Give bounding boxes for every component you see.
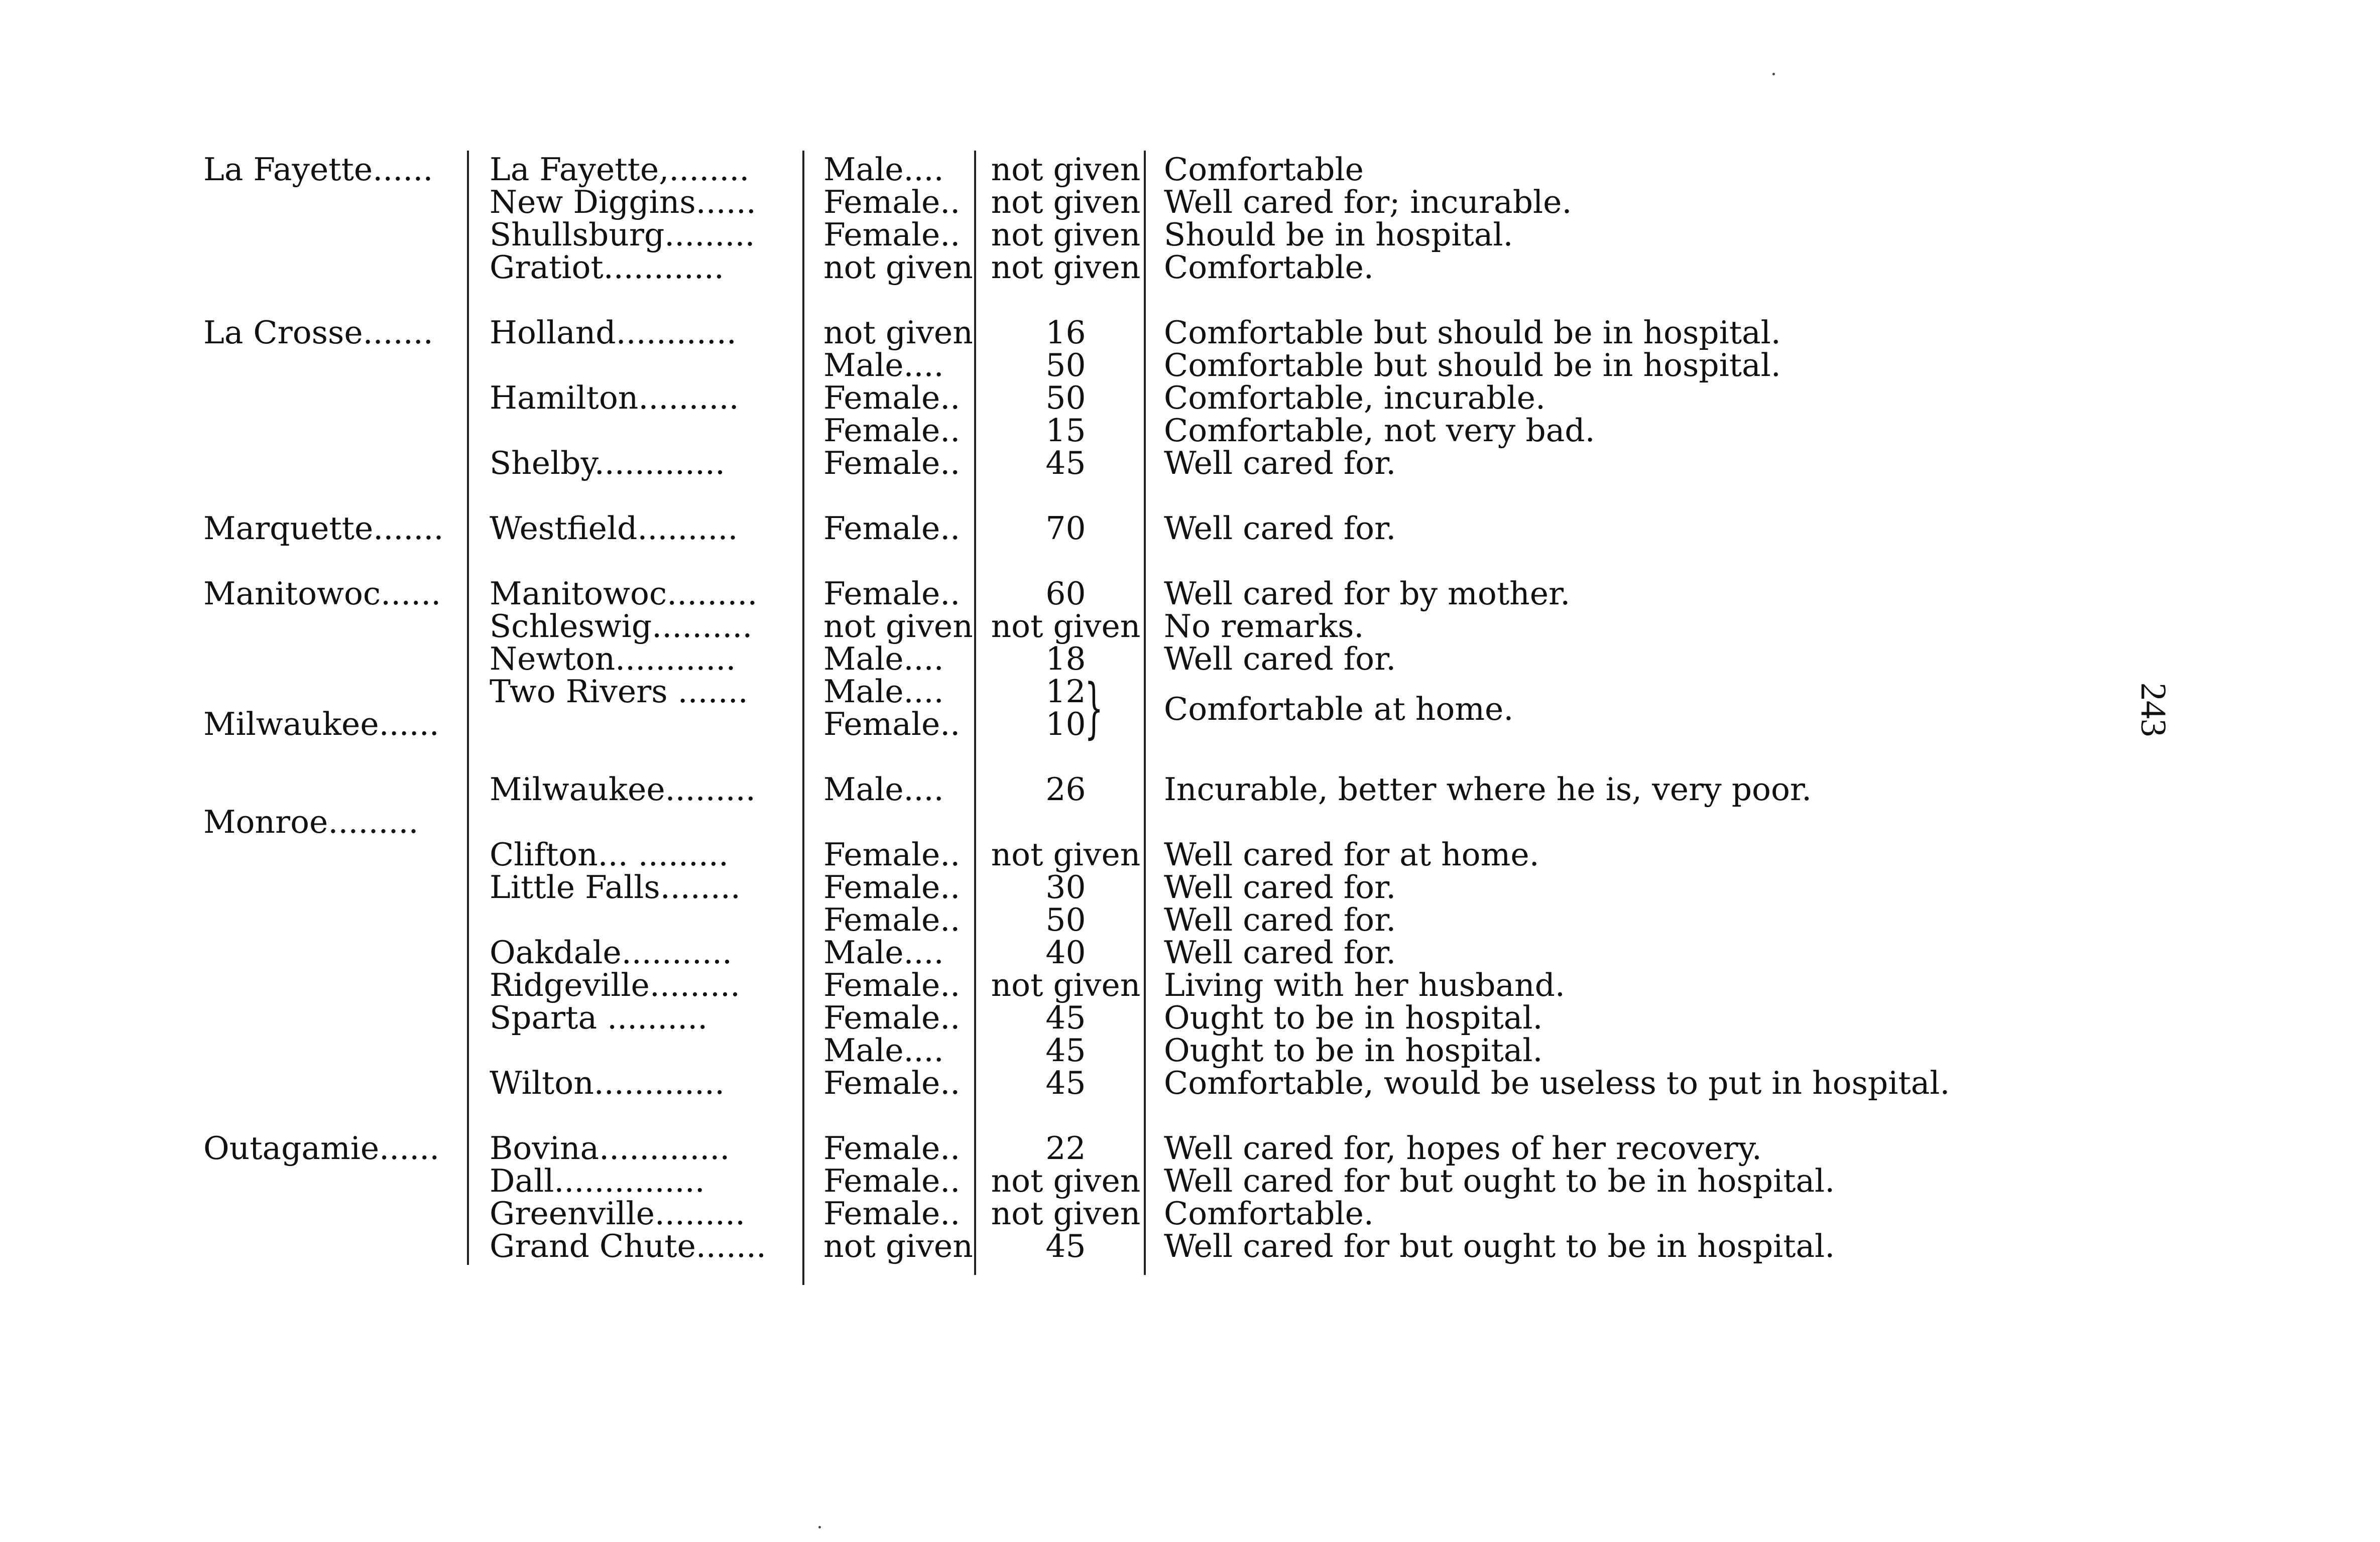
row-12-remark: Well cared for. bbox=[1164, 640, 1396, 677]
row-19-age: 50 bbox=[1045, 902, 1086, 938]
row-26-sex: Female.. bbox=[823, 1163, 961, 1199]
row-12-town: Newton............ bbox=[490, 640, 736, 677]
row-9-remark: Well cared for. bbox=[1164, 510, 1396, 547]
row-26-age: not given bbox=[991, 1163, 1141, 1199]
row-19-sex: Female.. bbox=[823, 902, 961, 938]
row-23-sex: Male.... bbox=[823, 1032, 944, 1069]
row-18-town: Little Falls........ bbox=[490, 869, 741, 906]
row-3-town: Gratiot............ bbox=[490, 249, 725, 286]
row-15-town: Milwaukee......... bbox=[490, 771, 756, 808]
row-7-remark: Comfortable, not very bad. bbox=[1164, 412, 1595, 449]
row-4-remark: Comfortable but should be in hospital. bbox=[1164, 314, 1781, 351]
row-14-sex: Female.. bbox=[823, 706, 961, 742]
row-15-age: 26 bbox=[1045, 771, 1086, 808]
row-2-remark: Should be in hospital. bbox=[1164, 216, 1513, 253]
row-17-town: Clifton... ......... bbox=[490, 836, 729, 873]
row-4-sex: not given bbox=[823, 314, 973, 351]
row-4-age: 16 bbox=[1045, 314, 1086, 351]
row-17-age: not given bbox=[991, 836, 1141, 873]
row-18-remark: Well cared for. bbox=[1164, 869, 1396, 906]
row-21-sex: Female.. bbox=[823, 967, 961, 1003]
row-2-age: not given bbox=[991, 216, 1141, 253]
row-25-sex: Female.. bbox=[823, 1130, 961, 1167]
row-25-age: 22 bbox=[1045, 1130, 1086, 1167]
row-1-town: New Diggins...... bbox=[490, 184, 756, 220]
row-20-town: Oakdale........... bbox=[490, 934, 732, 971]
row-27-town: Greenville......... bbox=[490, 1195, 746, 1232]
row-14-county: Milwaukee...... bbox=[203, 706, 439, 742]
row-22-sex: Female.. bbox=[823, 999, 961, 1036]
row-1-sex: Female.. bbox=[823, 184, 961, 220]
row-22-town: Sparta .......... bbox=[490, 999, 708, 1036]
row-24-sex: Female.. bbox=[823, 1065, 961, 1101]
row-0-town: La Fayette,........ bbox=[490, 151, 750, 188]
row-17-remark: Well cared for at home. bbox=[1164, 836, 1539, 873]
page-number: 243 bbox=[2133, 683, 2174, 737]
brace-remark: Comfortable at home. bbox=[1164, 691, 1514, 727]
row-25-remark: Well cared for, hopes of her recovery. bbox=[1164, 1130, 1762, 1167]
row-13-age: 12 bbox=[1045, 673, 1086, 710]
row-24-town: Wilton............. bbox=[490, 1065, 725, 1101]
row-10-sex: Female.. bbox=[823, 575, 961, 612]
speck bbox=[818, 1526, 821, 1528]
row-13-town: Two Rivers ....... bbox=[490, 673, 748, 710]
row-12-sex: Male.... bbox=[823, 640, 944, 677]
row-10-county: Manitowoc...... bbox=[203, 575, 441, 612]
row-23-remark: Ought to be in hospital. bbox=[1164, 1032, 1543, 1069]
row-18-sex: Female.. bbox=[823, 869, 961, 906]
row-11-sex: not given bbox=[823, 608, 973, 645]
row-27-age: not given bbox=[991, 1195, 1141, 1232]
row-25-town: Bovina............. bbox=[490, 1130, 730, 1167]
row-11-remark: No remarks. bbox=[1164, 608, 1364, 645]
row-22-age: 45 bbox=[1045, 999, 1086, 1036]
row-28-remark: Well cared for but ought to be in hospital. bbox=[1164, 1228, 1835, 1264]
row-14-age: 10 bbox=[1045, 706, 1086, 742]
row-9-sex: Female.. bbox=[823, 510, 961, 547]
row-9-town: Westfield.......... bbox=[490, 510, 738, 547]
row-15-sex: Male.... bbox=[823, 771, 944, 808]
column-rule-town bbox=[802, 151, 804, 1285]
row-9-age: 70 bbox=[1045, 510, 1086, 547]
row-6-sex: Female.. bbox=[823, 379, 961, 416]
row-28-sex: not given bbox=[823, 1228, 973, 1264]
row-4-county: La Crosse....... bbox=[203, 314, 433, 351]
brace-mark: } bbox=[1085, 670, 1104, 746]
row-10-remark: Well cared for by mother. bbox=[1164, 575, 1571, 612]
row-8-town: Shelby............. bbox=[490, 445, 726, 481]
row-23-age: 45 bbox=[1045, 1032, 1086, 1069]
row-6-age: 50 bbox=[1045, 379, 1086, 416]
row-0-age: not given bbox=[991, 151, 1141, 188]
row-6-remark: Comfortable, incurable. bbox=[1164, 379, 1545, 416]
row-10-town: Manitowoc......... bbox=[490, 575, 758, 612]
row-16-county: Monroe......... bbox=[203, 804, 419, 840]
row-26-town: Dall............... bbox=[490, 1163, 705, 1199]
row-27-sex: Female.. bbox=[823, 1195, 961, 1232]
row-3-sex: not given bbox=[823, 249, 973, 286]
row-15-remark: Incurable, better where he is, very poor. bbox=[1164, 771, 1812, 808]
row-6-town: Hamilton.......... bbox=[490, 379, 739, 416]
row-2-sex: Female.. bbox=[823, 216, 961, 253]
row-1-remark: Well cared for; incurable. bbox=[1164, 184, 1572, 220]
row-24-age: 45 bbox=[1045, 1065, 1086, 1101]
row-20-age: 40 bbox=[1045, 934, 1086, 971]
row-18-age: 30 bbox=[1045, 869, 1086, 906]
row-3-age: not given bbox=[991, 249, 1141, 286]
row-22-remark: Ought to be in hospital. bbox=[1164, 999, 1543, 1036]
row-19-remark: Well cared for. bbox=[1164, 902, 1396, 938]
row-13-sex: Male.... bbox=[823, 673, 944, 710]
row-7-sex: Female.. bbox=[823, 412, 961, 449]
row-11-age: not given bbox=[991, 608, 1141, 645]
row-24-remark: Comfortable, would be useless to put in hospital. bbox=[1164, 1065, 1950, 1101]
row-4-town: Holland............ bbox=[490, 314, 737, 351]
row-21-town: Ridgeville......... bbox=[490, 967, 741, 1003]
row-9-county: Marquette....... bbox=[203, 510, 444, 547]
row-25-county: Outagamie...... bbox=[203, 1130, 440, 1167]
row-28-town: Grand Chute....... bbox=[490, 1228, 767, 1264]
row-11-town: Schleswig.......... bbox=[490, 608, 753, 645]
row-8-remark: Well cared for. bbox=[1164, 445, 1396, 481]
row-17-sex: Female.. bbox=[823, 836, 961, 873]
row-8-age: 45 bbox=[1045, 445, 1086, 481]
row-10-age: 60 bbox=[1045, 575, 1086, 612]
column-rule-county bbox=[467, 151, 469, 1265]
row-0-county: La Fayette...... bbox=[203, 151, 433, 188]
row-8-sex: Female.. bbox=[823, 445, 961, 481]
row-7-age: 15 bbox=[1045, 412, 1086, 449]
speck bbox=[1772, 73, 1775, 75]
row-0-sex: Male.... bbox=[823, 151, 944, 188]
row-5-sex: Male.... bbox=[823, 347, 944, 383]
row-26-remark: Well cared for but ought to be in hospital. bbox=[1164, 1163, 1835, 1199]
row-28-age: 45 bbox=[1045, 1228, 1086, 1264]
row-27-remark: Comfortable. bbox=[1164, 1195, 1374, 1232]
row-2-town: Shullsburg......... bbox=[490, 216, 755, 253]
row-21-age: not given bbox=[991, 967, 1141, 1003]
row-20-remark: Well cared for. bbox=[1164, 934, 1396, 971]
row-5-remark: Comfortable but should be in hospital. bbox=[1164, 347, 1781, 383]
row-1-age: not given bbox=[991, 184, 1141, 220]
row-20-sex: Male.... bbox=[823, 934, 944, 971]
row-12-age: 18 bbox=[1045, 640, 1086, 677]
row-21-remark: Living with her husband. bbox=[1164, 967, 1565, 1003]
row-5-age: 50 bbox=[1045, 347, 1086, 383]
row-3-remark: Comfortable. bbox=[1164, 249, 1374, 286]
row-0-remark: Comfortable bbox=[1164, 151, 1364, 188]
